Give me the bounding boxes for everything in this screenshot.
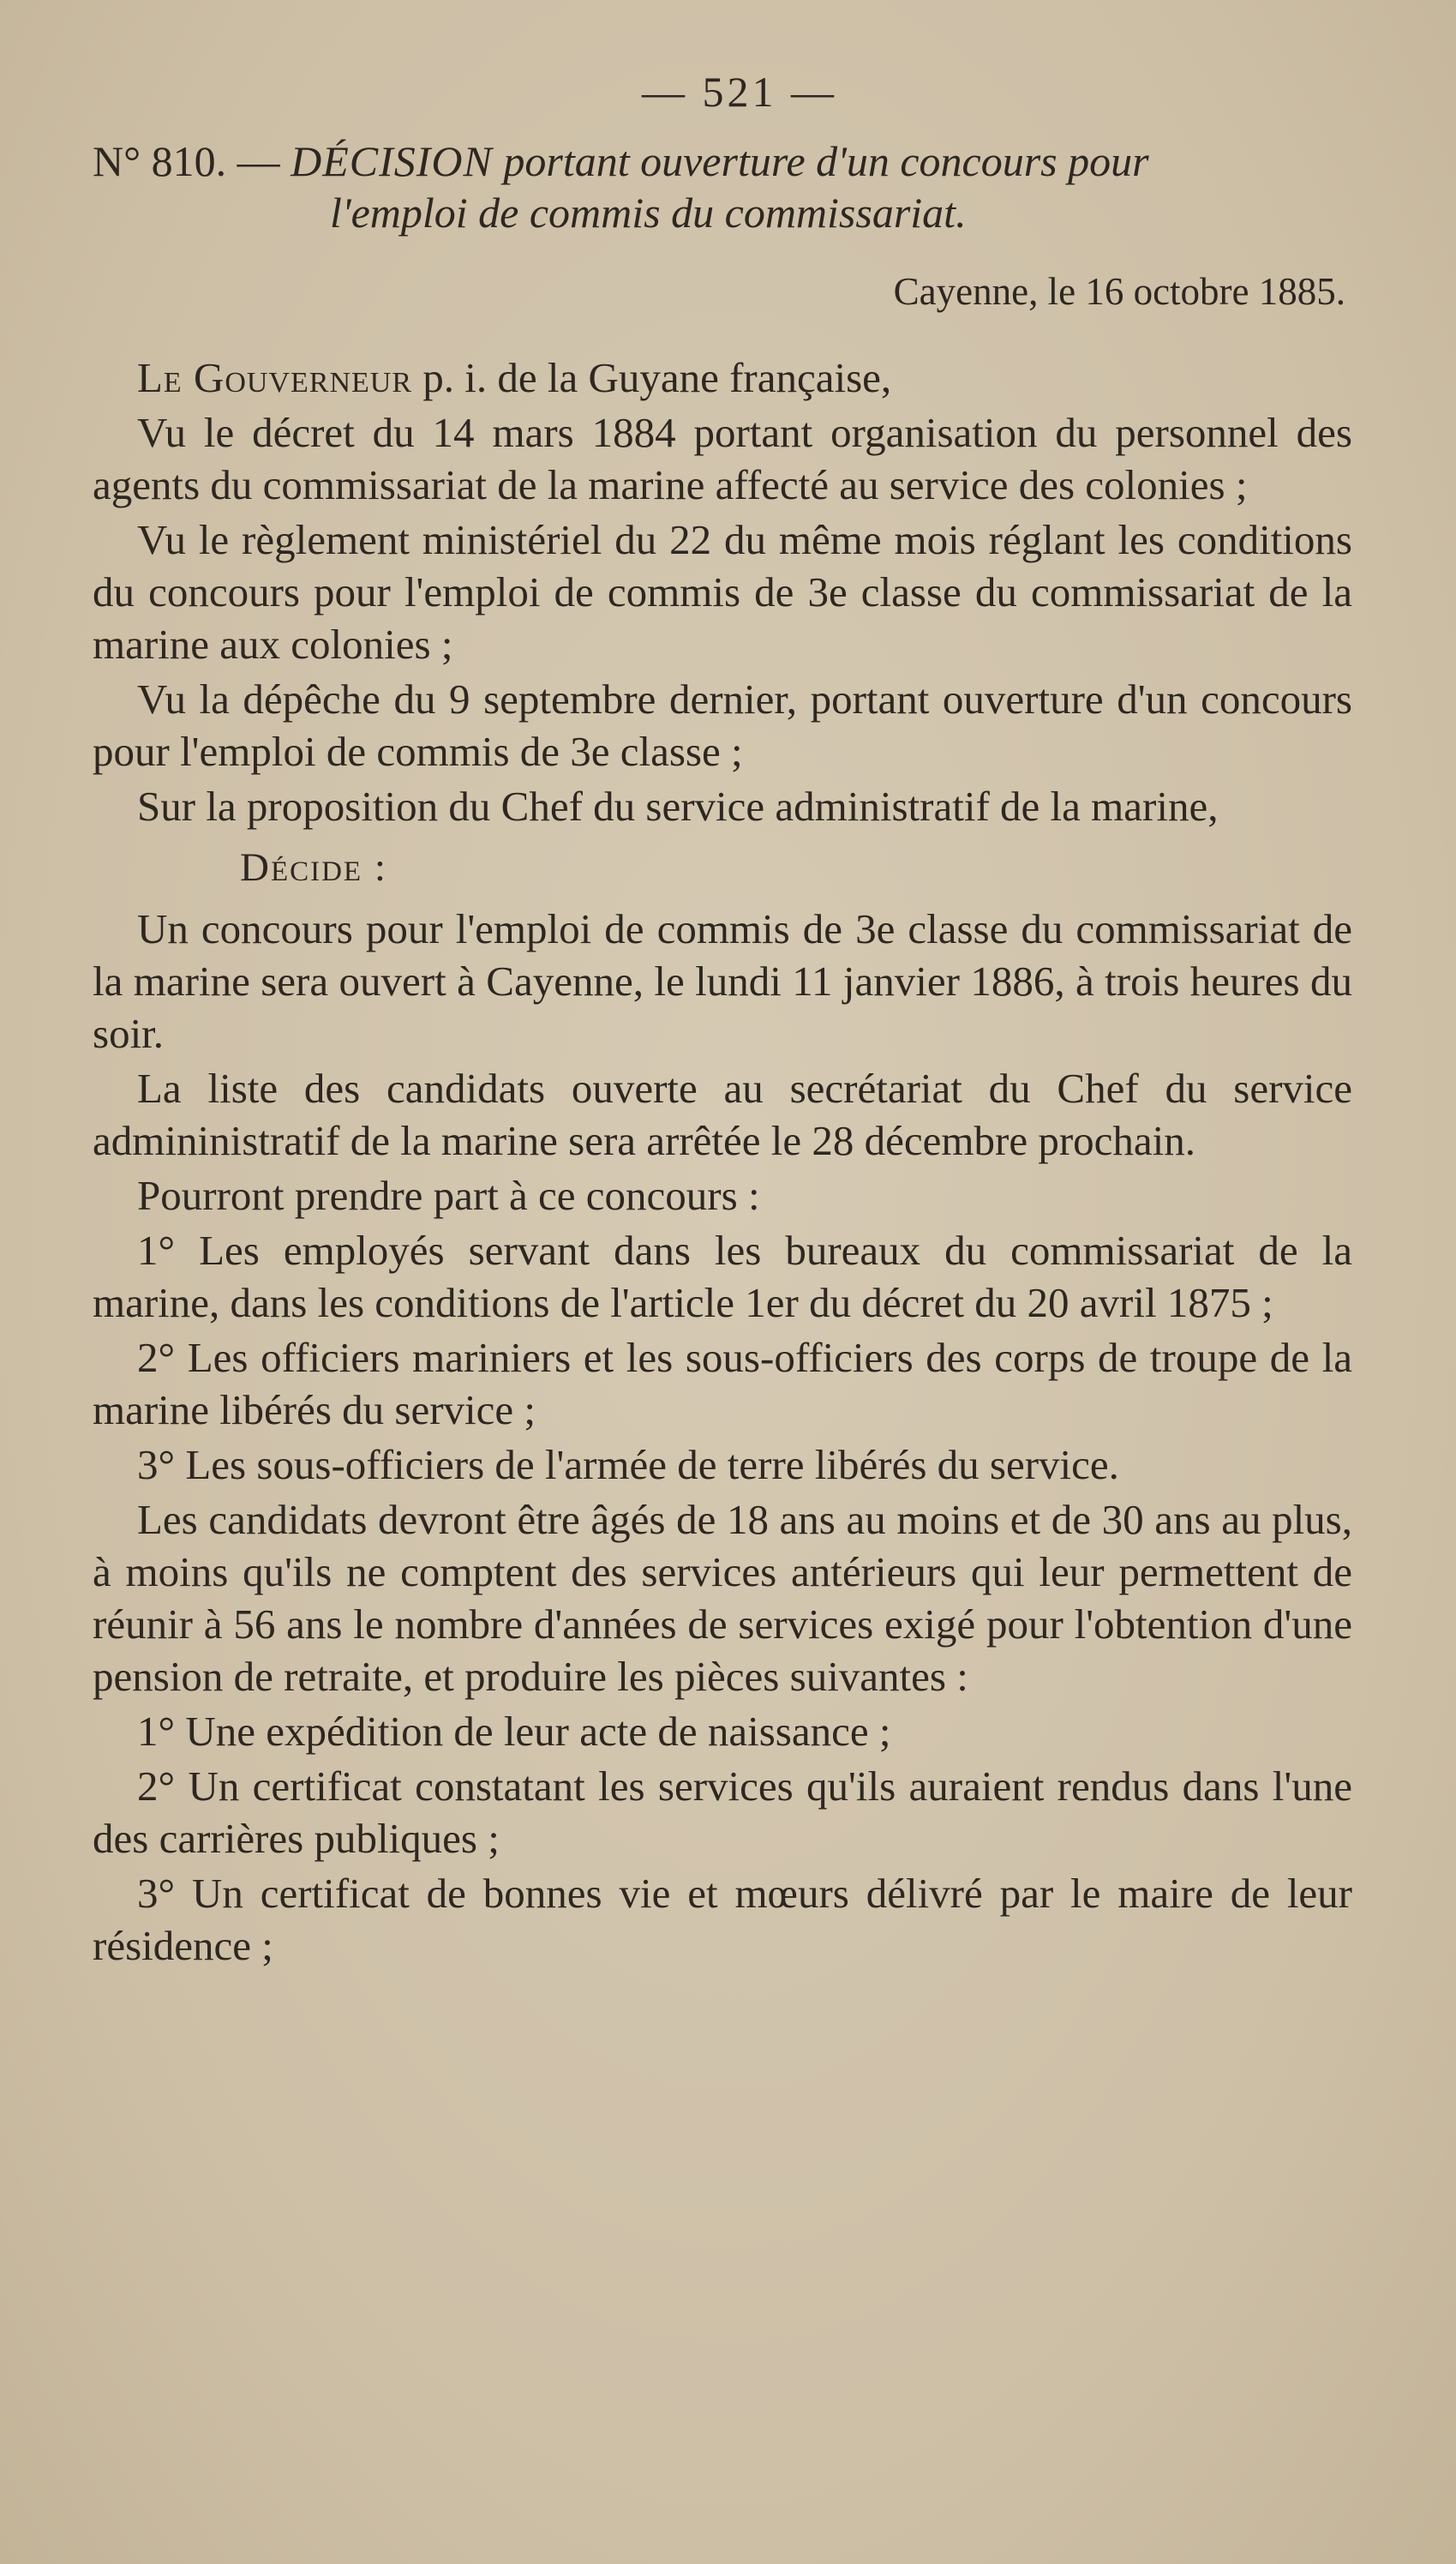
paragraph: La liste des candidats ouverte au secrétariat du Chef du service admininistratif de la marine sera arrêtée le 28 décembre prochain.: [93, 1065, 1352, 1164]
paragraph: 1° Une expédition de leur acte de naissance ;: [137, 1708, 891, 1755]
paragraph: Un concours pour l'emploi de commis de 3e classe du commissariat de la marine sera ouvert à Cayenne, le lundi 11 janvier 1886, à trois heures du soir.: [93, 905, 1352, 1057]
page-number: — 521 —: [642, 68, 837, 116]
paragraph: 1° Les employés servant dans les bureaux du commissariat de la marine, dans les conditions de l'article 1er du décret du 20 avril 1875 ;: [93, 1227, 1352, 1326]
decide-heading: Décide :: [240, 845, 387, 890]
decision-title-rest: portant ouverture d'un concours pour: [503, 137, 1149, 185]
decision-title-line2: l'emploi de commis du commissariat.: [330, 189, 967, 237]
opening-paragraph: [93, 351, 1352, 404]
decision-caps: DÉCISION: [291, 137, 493, 185]
paragraph: 3° Les sous-officiers de l'armée de terre libérés du service.: [137, 1441, 1119, 1488]
paragraph: Les candidats devront être âgés de 18 ans au moins et de 30 ans au plus, à moins qu'ils ne comptent des services antérieurs qui leur permettent de réunir à 56 ans le nombre d'années de services exigé pour l'obtention d'une pension de retraite, et produire les pièces suivantes :: [93, 1496, 1352, 1700]
decision-title: [93, 135, 1352, 187]
paragraph: Pourront prendre part à ce concours :: [137, 1172, 760, 1219]
paragraph: 2° Les officiers mariniers et les sous-officiers des corps de troupe de la marine libérés du service ;: [93, 1334, 1352, 1433]
text-block: [93, 67, 1352, 1974]
opening-rest: p. i. de la Guyane française,: [412, 354, 892, 401]
dateline: Cayenne, le 16 octobre 1885.: [893, 270, 1345, 313]
paragraph: Vu la dépêche du 9 septembre dernier, portant ouverture d'un concours pour l'emploi de commis de 3e classe ;: [93, 676, 1352, 775]
paragraph: 2° Un certificat constatant les services qu'ils auraient rendus dans l'une des carrières publiques ;: [93, 1762, 1352, 1862]
opening-smallcaps: Le Gouverneur: [137, 354, 412, 401]
paragraph: Vu le décret du 14 mars 1884 portant organisation du personnel des agents du commissariat de la marine affecté au service des colonies ;: [93, 409, 1352, 508]
paragraph: Vu le règlement ministériel du 22 du même mois réglant les conditions du concours pour l'emploi de commis de 3e classe du commissariat de la marine aux colonies ;: [93, 516, 1352, 668]
paragraph: 3° Un certificat de bonnes vie et mœurs délivré par le maire de leur résidence ;: [93, 1870, 1352, 1969]
decision-number: N° 810. —: [93, 137, 280, 185]
paragraph: Sur la proposition du Chef du service administratif de la marine,: [137, 783, 1219, 830]
